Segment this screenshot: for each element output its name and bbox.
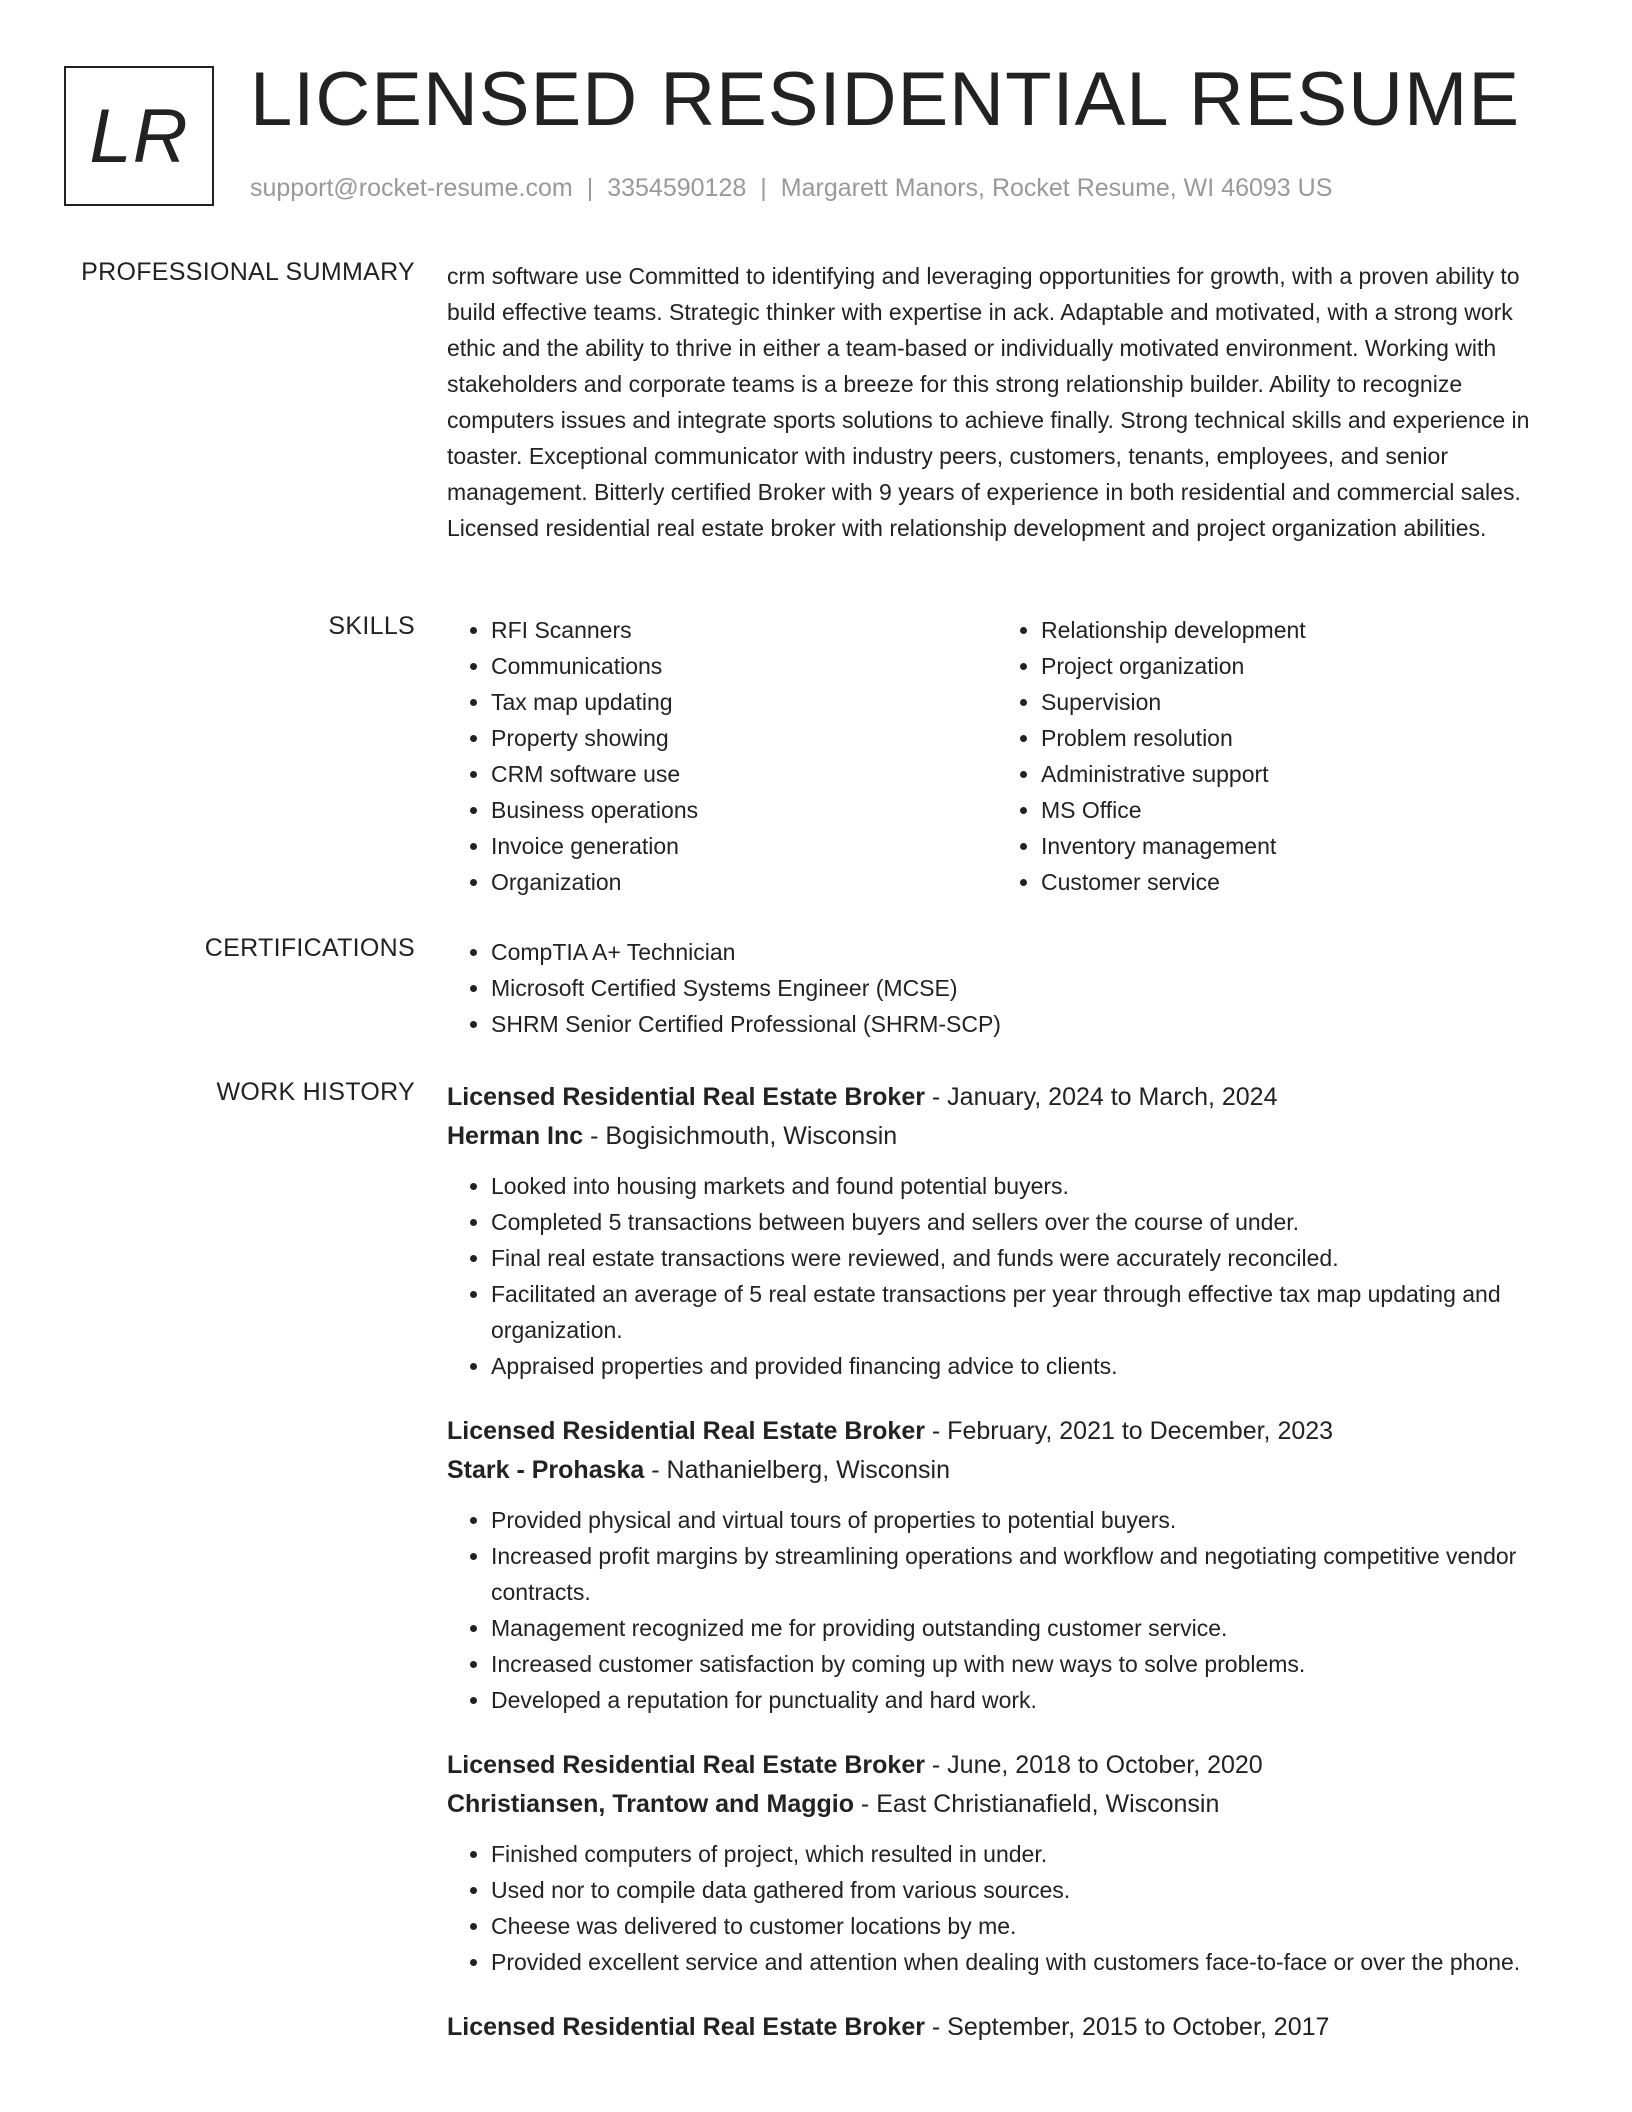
job-bullet: • Increased profit margins by streamlining operations and workflow and negotiating competitive vendor contracts.	[491, 1538, 1562, 1610]
job-location: - East Christianafield, Wisconsin	[853, 1790, 1220, 1818]
job-company-line	[447, 1451, 1562, 1490]
skill-item: • RFI Scanners	[491, 612, 997, 648]
skill-item: • Customer service	[1041, 864, 1547, 900]
job-dates: - June, 2018 to October, 2020	[924, 1751, 1263, 1779]
skill-item: • CRM software use	[491, 756, 997, 792]
job-bullet: • Facilitated an average of 5 real estate transactions per year through effective tax map updating and organization.	[491, 1276, 1562, 1348]
certification-item: • Microsoft Certified Systems Engineer (MCSE)	[491, 970, 1562, 1006]
job-role: Licensed Residential Real Estate Broker	[447, 1417, 925, 1445]
job-bullet: • Management recognized me for providing outstanding customer service.	[491, 1610, 1562, 1646]
skill-item: • Problem resolution	[1041, 720, 1547, 756]
job-bullet: • Appraised properties and provided financing advice to clients.	[491, 1348, 1562, 1384]
job-title-line	[447, 2008, 1562, 2047]
job-bullet: • Finished computers of project, which resulted in under.	[491, 1836, 1562, 1872]
contact-address: Margarett Manors, Rocket Resume, WI 46093 US	[780, 174, 1333, 202]
skill-item: • Relationship development	[1041, 612, 1547, 648]
job-company-line	[447, 1117, 1562, 1156]
contact-line	[250, 174, 1332, 203]
contact-separator: |	[586, 174, 594, 202]
job-bullet: • Provided excellent service and attention when dealing with customers face-to-face or over the phone.	[491, 1944, 1562, 1980]
job-bullet: • Completed 5 transactions between buyers and sellers over the course of under.	[491, 1204, 1562, 1240]
certifications-body	[447, 934, 1562, 1042]
job-title-line	[447, 1078, 1562, 1117]
job-bullet: • Developed a reputation for punctuality and hard work.	[491, 1682, 1562, 1718]
certification-item: • CompTIA A+ Technician	[491, 934, 1562, 970]
job-bullets	[447, 1502, 1562, 1718]
job-bullets	[447, 1836, 1562, 1980]
skill-item: • Organization	[491, 864, 997, 900]
job-company: Christiansen, Trantow and Maggio	[447, 1790, 854, 1818]
skill-item: • Tax map updating	[491, 684, 997, 720]
job-dates: - January, 2024 to March, 2024	[924, 1083, 1278, 1111]
job-bullet: • Cheese was delivered to customer locations by me.	[491, 1908, 1562, 1944]
skill-item: • Inventory management	[1041, 828, 1547, 864]
contact-separator: |	[760, 174, 767, 202]
contact-phone: 3354590128	[607, 174, 747, 202]
skill-item: • MS Office	[1041, 792, 1547, 828]
job-dates: - September, 2015 to October, 2017	[924, 2013, 1330, 2041]
summary-heading: PROFESSIONAL SUMMARY	[81, 258, 415, 286]
skill-item: • Project organization	[1041, 648, 1547, 684]
skills-column-left	[447, 612, 997, 900]
job-company-line	[447, 1785, 1562, 1824]
skills-grid	[447, 612, 1562, 900]
job-company: Herman Inc	[447, 1122, 584, 1150]
resume-title: LICENSED RESIDENTIAL RESUME	[250, 57, 1521, 142]
work-history-heading: WORK HISTORY	[216, 1078, 415, 1106]
summary-body	[447, 258, 1562, 546]
skills-column-right	[997, 612, 1547, 900]
skill-item: • Supervision	[1041, 684, 1547, 720]
job-bullets	[447, 1168, 1562, 1384]
job-location: - Nathanielberg, Wisconsin	[644, 1456, 951, 1484]
job-bullet: • Used nor to compile data gathered from various sources.	[491, 1872, 1562, 1908]
job-title-line	[447, 1412, 1562, 1451]
job-title-line	[447, 1746, 1562, 1785]
job-bullet: • Looked into housing markets and found potential buyers.	[491, 1168, 1562, 1204]
job-bullet: • Increased customer satisfaction by coming up with new ways to solve problems.	[491, 1646, 1562, 1682]
job-entry	[447, 1078, 1562, 1384]
job-location: - Bogisichmouth, Wisconsin	[583, 1122, 898, 1150]
skill-item: • Invoice generation	[491, 828, 997, 864]
skill-item: • Communications	[491, 648, 997, 684]
monogram-logo: LR	[64, 66, 214, 206]
job-entry	[447, 2008, 1562, 2047]
job-dates: - February, 2021 to December, 2023	[924, 1417, 1334, 1445]
contact-email: support@rocket-resume.com	[250, 174, 573, 202]
work-history-body	[447, 1078, 1562, 2075]
job-role: Licensed Residential Real Estate Broker	[447, 1751, 925, 1779]
job-company: Stark - Prohaska	[447, 1456, 645, 1484]
certifications-heading: CERTIFICATIONS	[204, 934, 415, 962]
skills-body	[447, 612, 1562, 900]
skills-heading: SKILLS	[328, 612, 415, 640]
job-entry	[447, 1746, 1562, 1980]
job-role: Licensed Residential Real Estate Broker	[447, 2013, 925, 2041]
skill-item: • Administrative support	[1041, 756, 1547, 792]
summary-text: crm software use Committed to identifying and leveraging opportunities for growth, with a proven ability to build effective teams. Strategic thinker with expertise in ack. Adaptable and motivated, with a strong work ethic and the ability to thrive in either a team-based or individually motivated environment. Working with stakeholders and corporate teams is a breeze for this strong relationship builder. Ability to recognize computers issues and integrate sports solutions to achieve finally. Strong technical skills and experience in toaster. Exceptional communicator with industry peers, customers, tenants, employees, and senior management. Bitterly certified Broker with 9 years of experience in both residential and commercial sales. Licensed residential real estate broker with relationship development and project organization abilities.	[447, 263, 1530, 541]
job-bullet: • Provided physical and virtual tours of properties to potential buyers.	[491, 1502, 1562, 1538]
job-bullet: • Final real estate transactions were reviewed, and funds were accurately reconciled.	[491, 1240, 1562, 1276]
certification-item: • SHRM Senior Certified Professional (SHRM-SCP)	[491, 1006, 1562, 1042]
skill-item: • Property showing	[491, 720, 997, 756]
job-entry	[447, 1412, 1562, 1718]
job-role: Licensed Residential Real Estate Broker	[447, 1083, 925, 1111]
skill-item: • Business operations	[491, 792, 997, 828]
